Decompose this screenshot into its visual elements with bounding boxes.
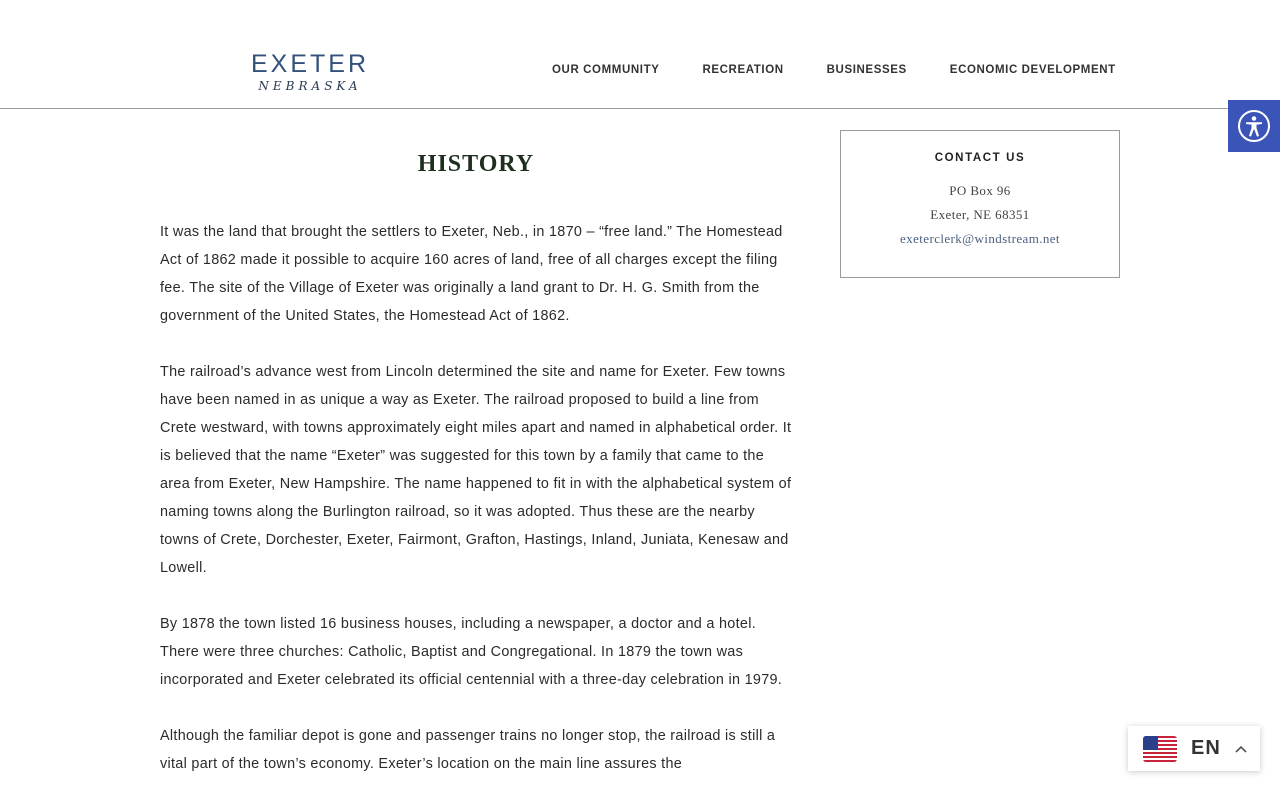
history-paragraph: The railroad’s advance west from Lincoln determined the site and name for Exeter. Few towns have been named in as unique a way as Exeter. The railroad proposed to build a line from Crete westward, with towns approximately eight miles apart and named in alphabetical order. It is believed that the name “Exeter” was suggested for this town by a family that came to the area from Exeter, New Hampshire. The name happened to fit in with the alphabetical system of naming towns along the Burlington railroad, so it was adopted. Thus these are the nearby towns of Crete, Dorchester, Exeter, Fairmont, Grafton, Hastings, Inland, Juniata, Kenesaw and Lowell. (160, 364, 792, 576)
logo-subtitle: NEBRASKA (258, 79, 362, 93)
history-paragraph: It was the land that brought the settlers to Exeter, Neb., in 1870 – “free land.” The Homestead Act of 1862 made it possible to acquire 160 acres of land, free of all charges except the filing fee. The site of the Village of Exeter was originally a land grant to Dr. H. G. Smith from the government of the United States, the Homestead Act of 1862. (160, 224, 783, 324)
site-header (0, 0, 1280, 109)
nav-item-businesses[interactable]: BUSINESSES (826, 64, 907, 76)
logo-title: EXETER (250, 50, 370, 78)
us-flag-icon (1143, 736, 1177, 762)
contact-email-link[interactable]: exeterclerk@windstream.net (900, 231, 1060, 246)
page-title: HISTORY (417, 151, 535, 177)
nav-item-recreation[interactable]: RECREATION (702, 64, 784, 76)
nav-item-our-community[interactable]: OUR COMMUNITY (552, 64, 660, 76)
language-switcher[interactable] (1128, 726, 1260, 771)
history-paragraph: Although the familiar depot is gone and passenger trains no longer stop, the railroad is still a vital part of the town’s economy. Exeter’s location on the main line assures the (160, 728, 776, 772)
accessibility-button[interactable] (1228, 100, 1280, 152)
main-content (160, 130, 792, 800)
contact-title: CONTACT US (934, 152, 1026, 164)
main-nav (552, 64, 1116, 76)
contact-box (840, 130, 1120, 278)
history-paragraph: By 1878 the town listed 16 business houses, including a newspaper, a doctor and a hotel. There were three churches: Catholic, Baptist and Congregational. In 1879 the town was incorporated and Exeter celebrated its official centennial with a three-day celebration in 1979. (160, 616, 783, 688)
contact-address-line1: PO Box 96 (949, 183, 1011, 198)
accessibility-icon (1237, 109, 1271, 143)
site-logo[interactable] (250, 50, 370, 94)
contact-address-line2: Exeter, NE 68351 (930, 207, 1030, 222)
language-code: EN (1191, 737, 1221, 759)
nav-item-economic-development[interactable]: ECONOMIC DEVELOPMENT (949, 64, 1116, 76)
chevron-up-icon (1235, 745, 1247, 753)
